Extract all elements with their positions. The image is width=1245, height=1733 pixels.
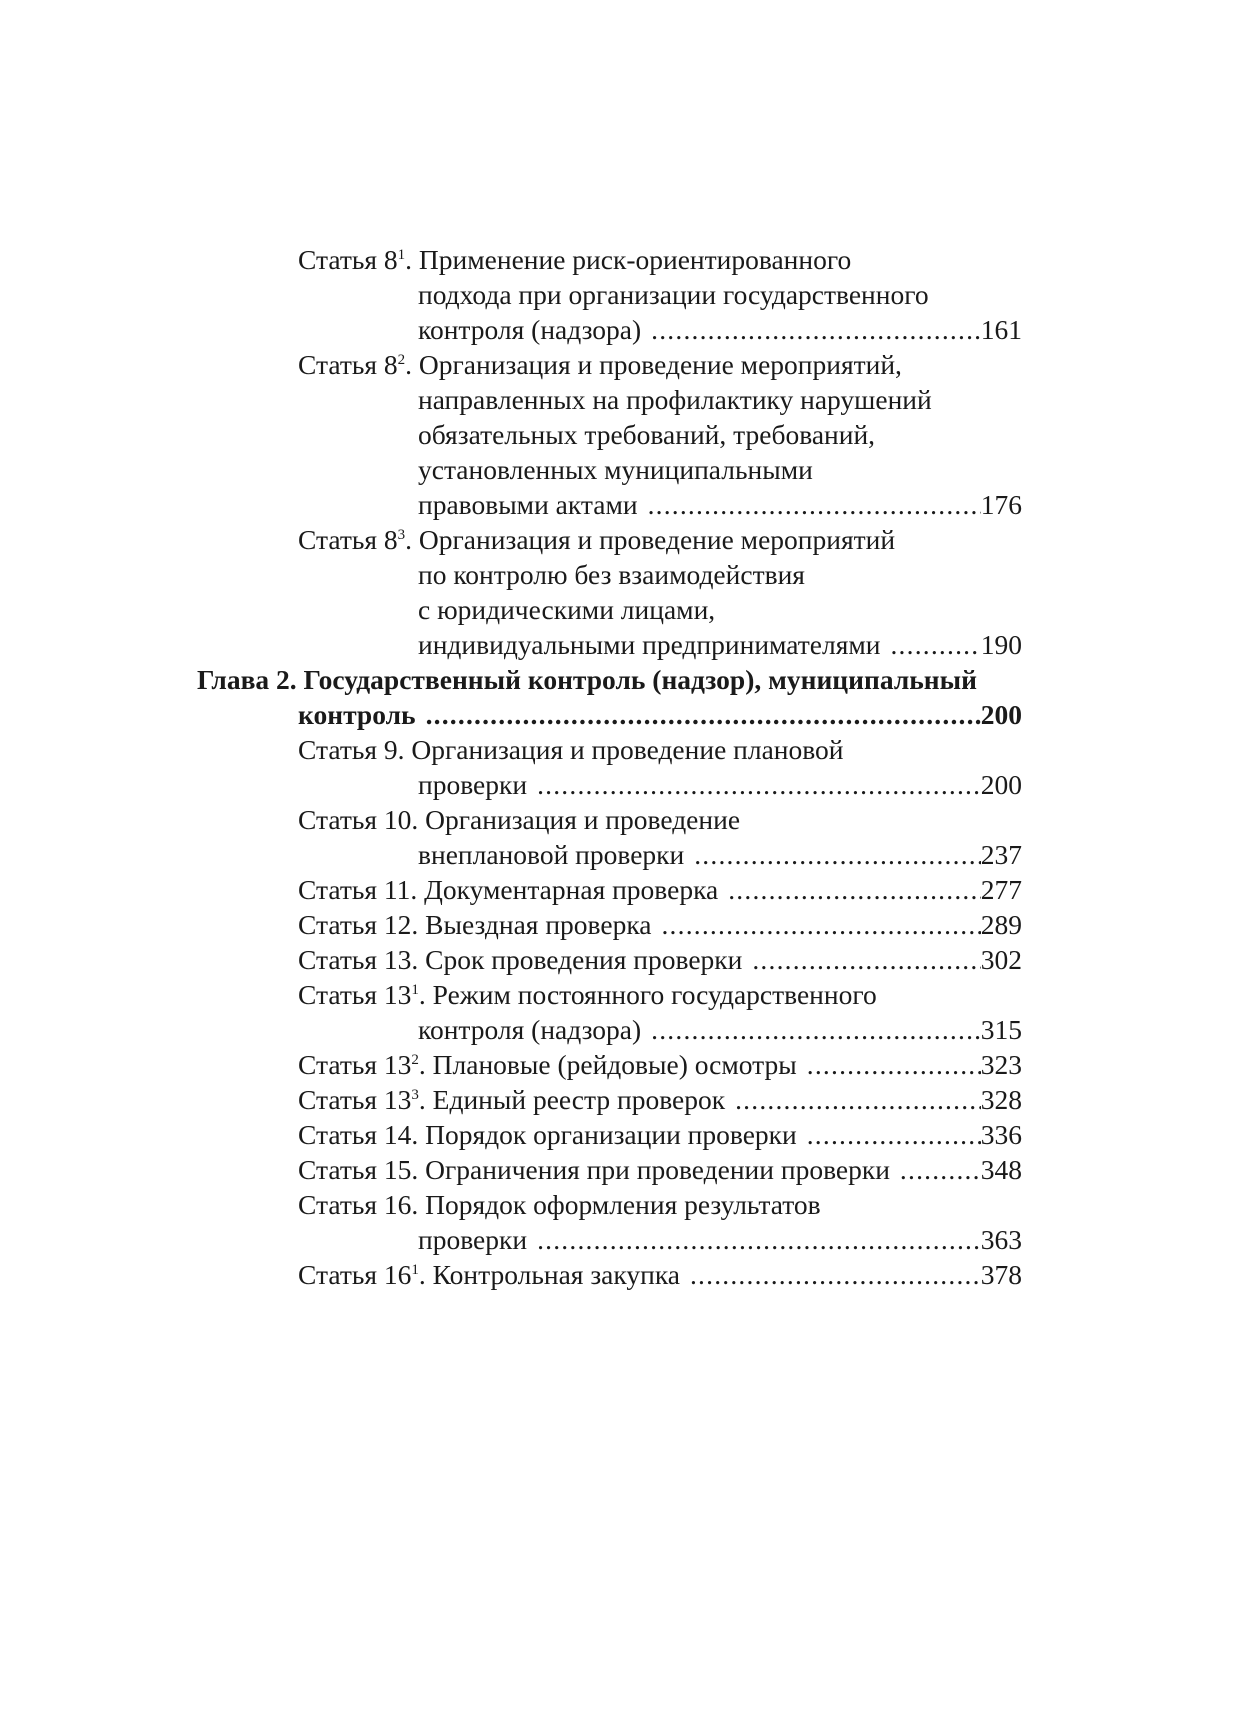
page-number: 378 (980, 1259, 1022, 1290)
page-number: 277 (980, 874, 1022, 905)
toc-entry-13: Статья 13. Срок проведения проверки ..... 302 (298, 940, 1022, 979)
toc-entry-8-3-continuation: с юридическими лицами, (418, 594, 716, 625)
toc-entry-8-2-continuation: обязательных требований, требований, (418, 419, 876, 450)
toc-entry-13-1-last-line: контроля (надзора) ..... 315 (418, 1010, 1022, 1049)
toc-entry-8-1-last-line: контроля (надзора) ..... 161 (418, 310, 1022, 349)
page-number: 176 (980, 489, 1022, 520)
toc-entry-14: Статья 14. Порядок организации проверки ..... 336 (298, 1115, 1022, 1154)
toc-entry-8-3-last-line: индивидуальными предпринимателями ..... 190 (418, 625, 1022, 664)
toc-entry-16-1: Статья $16^1$. Контрольная закупка ..... 378 (298, 1255, 1022, 1294)
toc-entry-8-2-last-line: правовыми актами ..... 176 (418, 485, 1022, 524)
page-number: 336 (980, 1119, 1022, 1150)
toc-entry-8-2-title: Статья $8^2$. Организация и проведение мероприятий, (298, 349, 902, 380)
page-number: 348 (980, 1154, 1022, 1185)
toc-entry-8-2-continuation: установленных муниципальными (418, 454, 813, 485)
toc-entry-8-1-continuation: подхода при организации государственного (418, 279, 929, 310)
toc-chapter-2-title: Глава 2. Государственный контроль (надзор), муниципальный (197, 664, 977, 695)
toc-entry-10-last-line: внеплановой проверки ..... 237 (418, 835, 1022, 874)
toc-entry-16-last-line: проверки ..... 363 (418, 1220, 1022, 1259)
page-number: 328 (980, 1084, 1022, 1115)
toc-entry-16-title: Статья 16. Порядок оформления результатов (298, 1189, 821, 1220)
toc-entry-9-title: Статья 9. Организация и проведение плановой (298, 734, 844, 765)
toc-entry-8-1-title: Статья $8^1$. Применение риск-ориентированного (298, 244, 852, 275)
page-number: 302 (980, 944, 1022, 975)
page-number: 190 (980, 629, 1022, 660)
toc-entry-8-3-continuation: по контролю без взаимодействия (418, 559, 805, 590)
toc-entry-8-3-title: Статья $8^3$. Организация и проведение мероприятий (298, 524, 896, 555)
toc-entry-13-1-title: Статья $13^1$. Режим постоянного государственного (298, 979, 877, 1010)
page-number: 289 (980, 909, 1022, 940)
toc-entry-9-last-line: проверки ..... 200 (418, 765, 1022, 804)
toc-chapter-2-last-line: контроль ..... 200 (298, 695, 1022, 734)
toc-entry-13-2: Статья $13^2$. Плановые (рейдовые) осмотры ..... 323 (298, 1045, 1022, 1084)
page-number: 323 (980, 1049, 1022, 1080)
toc-entry-8-2-continuation: направленных на профилактику нарушений (418, 384, 932, 415)
page-number: 315 (980, 1014, 1022, 1045)
page-number: 200 (980, 769, 1022, 800)
page-number: 200 (980, 699, 1022, 730)
page-number: 363 (980, 1224, 1022, 1255)
toc-entry-11: Статья 11. Документарная проверка ..... 277 (298, 870, 1022, 909)
page-number: 237 (980, 839, 1022, 870)
page-number: 161 (980, 314, 1022, 345)
toc-entry-15: Статья 15. Ограничения при проведении проверки ..... 348 (298, 1150, 1022, 1189)
toc-entry-10-title: Статья 10. Организация и проведение (298, 804, 741, 835)
toc-entry-12: Статья 12. Выездная проверка ..... 289 (298, 905, 1022, 944)
toc-entry-13-3: Статья $13^3$. Единый реестр проверок ..... 328 (298, 1080, 1022, 1119)
